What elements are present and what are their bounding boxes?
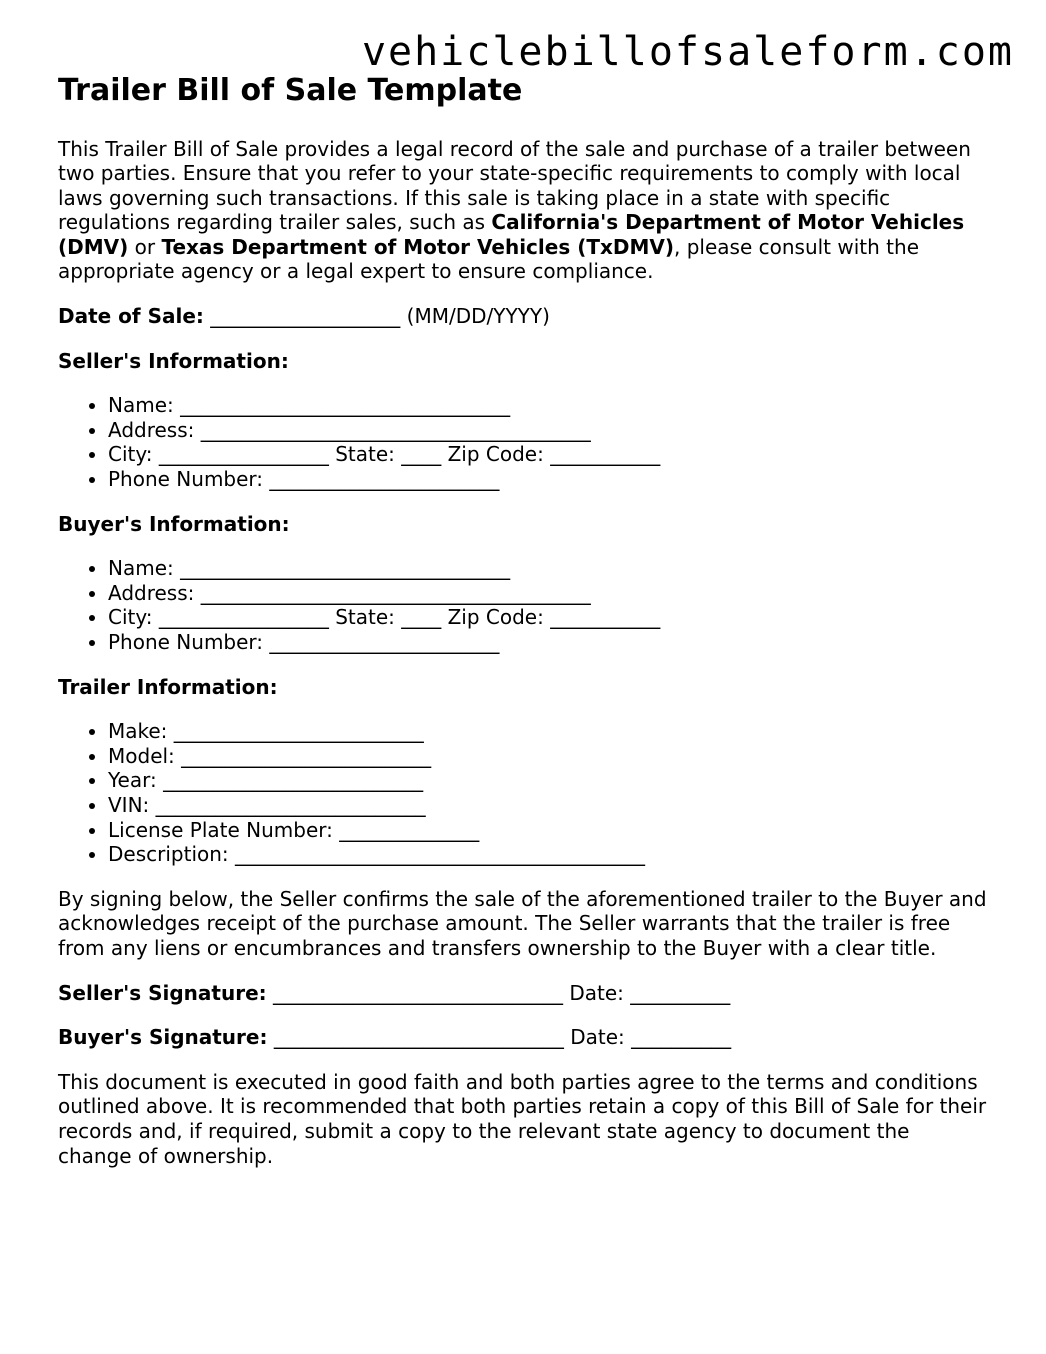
buyer-phone-field[interactable]: • Phone Number: _______________________	[108, 630, 988, 655]
seller-signature-label: Seller's Signature:	[58, 980, 267, 1005]
trailer-year-field[interactable]: • Year: __________________________	[108, 768, 988, 793]
document-title: Trailer Bill of Sale Template	[58, 73, 523, 108]
seller-name-field[interactable]: • Name: _________________________________	[108, 393, 988, 418]
closing-paragraph: This document is executed in good faith and both parties agree to the terms and conditions outlined above. It is recommended that both parties retain a copy of this Bill of Sale for their records and, if required, submit a copy to the relevant state agency to document the change of ownership.	[58, 1069, 987, 1168]
trailer-model-field[interactable]: • Model: _________________________	[108, 744, 988, 769]
seller-heading-text: Seller's Information:	[58, 348, 289, 373]
buyer-heading	[58, 512, 988, 537]
site-watermark: vehiclebillofsaleform.com	[361, 29, 1014, 75]
seller-heading	[58, 349, 988, 374]
seller-fields	[58, 393, 988, 491]
buyer-name-field[interactable]: • Name: _________________________________	[108, 556, 988, 581]
buyer-signature-label: Buyer's Signature:	[58, 1025, 268, 1050]
intro-text-2: or	[128, 234, 162, 259]
trailer-make-field[interactable]: • Make: _________________________	[108, 719, 988, 744]
confirmation-paragraph: By signing below, the Seller confirms the sale of the aforementioned trailer to the Buyer and acknowledges receipt of the purchase amount. The Seller warrants that the trailer is free from any liens or encumbrances and transfers ownership to the Buyer with a clear title.	[58, 886, 987, 960]
date-of-sale-field[interactable]: ___________________	[203, 304, 407, 329]
trailer-vin-field[interactable]: • VIN: ___________________________	[108, 793, 988, 818]
seller-address-field[interactable]: • Address: _______________________________________	[108, 418, 988, 443]
trailer-heading-text: Trailer Information:	[58, 674, 278, 699]
buyer-heading-text: Buyer's Information:	[58, 511, 290, 536]
buyer-fields	[58, 556, 988, 654]
trailer-heading	[58, 675, 988, 700]
buyer-signature-field[interactable]: _____________________________ Date: __________	[267, 1025, 732, 1050]
date-of-sale-label: Date of Sale:	[58, 304, 204, 329]
buyer-city-state-zip-field[interactable]: • City: _________________ State: ____ Zip Code: ___________	[108, 605, 988, 630]
seller-phone-field[interactable]: • Phone Number: _______________________	[108, 467, 988, 492]
trailer-fields	[58, 719, 988, 867]
date-format-hint: (MM/DD/YYYY)	[406, 304, 550, 329]
intro-text-1: This Trailer Bill of Sale provides a legal record of the sale and purchase of a trailer between two parties. Ensure that you refer to your state-specific requirements to comply with local laws governing such transactions. If this sale is taking place in a state with specific regulations regarding trailer sales, such as	[58, 136, 971, 235]
trailer-description-field[interactable]: • Description: _________________________________________	[108, 842, 988, 867]
buyer-signature-line	[58, 1025, 988, 1050]
texas-dmv: Texas Department of Motor Vehicles (TxDMV)	[161, 234, 675, 259]
seller-signature-field[interactable]: _____________________________ Date: __________	[266, 980, 731, 1005]
date-of-sale-line	[58, 304, 988, 329]
seller-signature-line	[58, 981, 988, 1006]
trailer-plate-field[interactable]: • License Plate Number: ______________	[108, 818, 988, 843]
intro-paragraph	[58, 137, 988, 285]
california-dmv: California's Department of Motor Vehicles (DMV)	[58, 210, 965, 259]
intro-text-3: , please consult with the appropriate agency or a legal expert to ensure compliance.	[58, 234, 919, 284]
buyer-address-field[interactable]: • Address: _______________________________________	[108, 581, 988, 606]
document-body	[58, 74, 988, 1188]
seller-city-state-zip-field[interactable]: • City: _________________ State: ____ Zip Code: ___________	[108, 442, 988, 467]
